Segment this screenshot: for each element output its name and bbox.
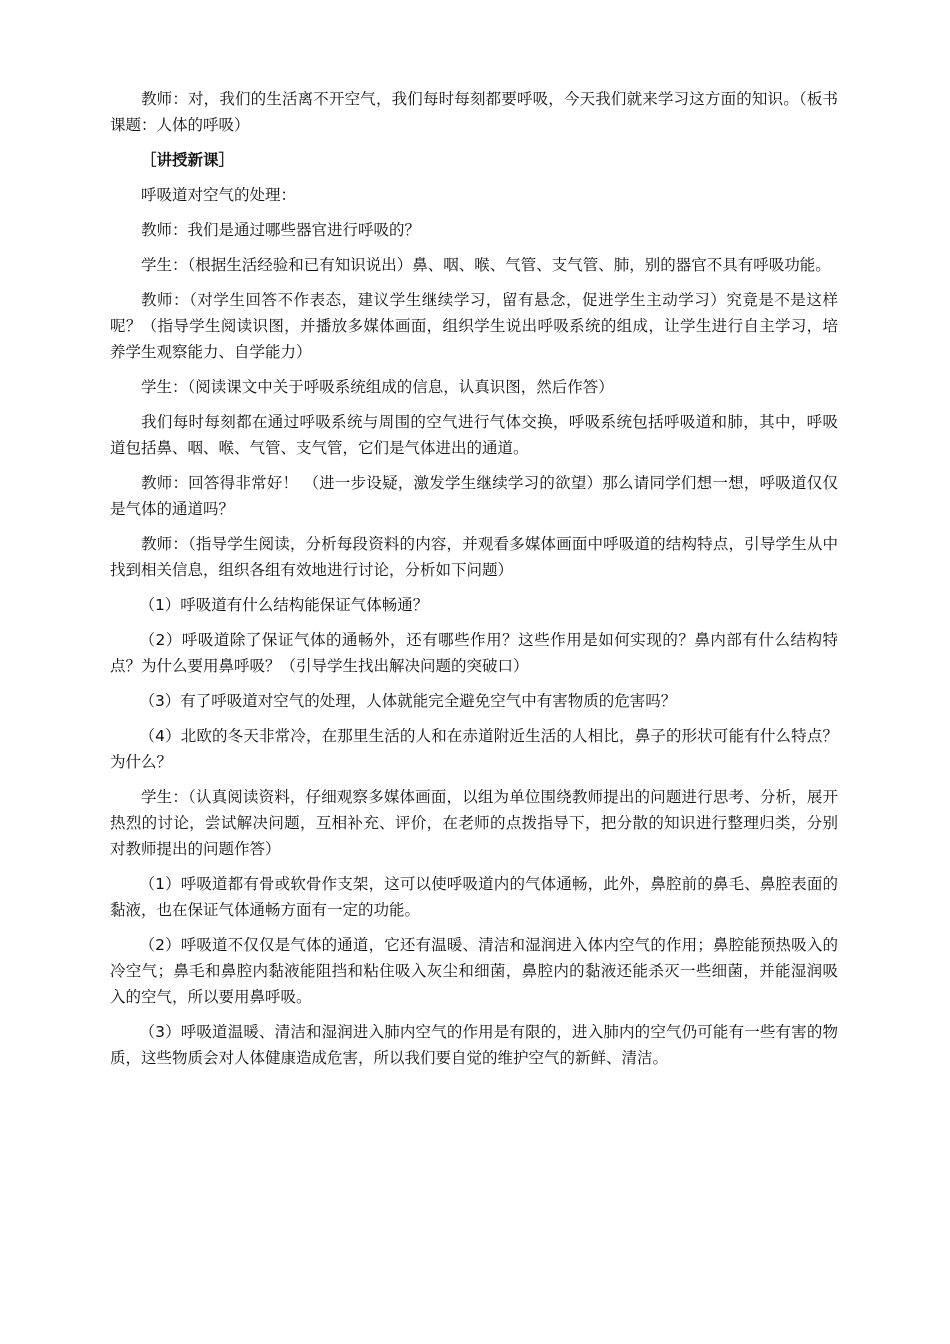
paragraph-teacher-question: 教师：我们是通过哪些器官进行呼吸的？: [141, 221, 421, 239]
question-item-2: （2）呼吸道除了保证气体的通畅外，还有哪些作用？这些作用是如何实现的？鼻内部有什么结构特点？为什么要用鼻呼吸？（引导学生找出解决问题的突破口）: [110, 631, 838, 675]
paragraph-respiratory-system: 我们每时每刻都在通过呼吸系统与周围的空气进行气体交换，呼吸系统包括呼吸道和肺，其中，呼吸道包括鼻、咽、喉、气管、支气管，它们是气体进出的通道。: [110, 413, 838, 457]
question-item-4: （4）北欧的冬天非常冷，在那里生活的人和在赤道附近生活的人相比，鼻子的形状可能有什么特点？为什么？: [110, 727, 838, 771]
paragraph-teacher-praise: 教师：回答得非常好！ （进一步设疑，激发学生继续学习的欲望）那么请同学们想一想，呼吸道仅仅是气体的通道吗？: [110, 474, 838, 518]
paragraph-topic: 呼吸道对空气的处理：: [141, 186, 297, 204]
paragraph-student-reading: 学生：（阅读课文中关于呼吸系统组成的信息，认真识图，然后作答）: [141, 378, 614, 396]
document-body: [110, 86, 838, 1080]
paragraph-teacher-guidance: 教师：（对学生回答不作表态，建议学生继续学习，留有悬念，促进学生主动学习）究竟是不是这样呢？（指导学生阅读识图，并播放多媒体画面，组织学生说出呼吸系统的组成，让学生进行自主学习，培养学生观察能力、自学能力）: [110, 291, 838, 361]
question-item-3: （3）有了呼吸道对空气的处理，人体就能完全避免空气中有害物质的危害吗？: [139, 692, 677, 710]
paragraph-student-answer: 学生：（根据生活经验和已有知识说出）鼻、咽、喉、气管、支气管、肺，别的器官不具有呼吸功能。: [141, 256, 831, 274]
paragraph-teacher-discussion: 教师：（指导学生阅读，分析每段资料的内容，并观看多媒体画面中呼吸道的结构特点，引导学生从中找到相关信息，组织各组有效地进行讨论，分析如下问题）: [110, 535, 838, 579]
answer-item-1: （1）呼吸道都有骨或软骨作支架，这可以使呼吸道内的气体通畅，此外，鼻腔前的鼻毛、鼻腔表面的黏液，也在保证气体通畅方面有一定的功能。: [110, 875, 838, 919]
answer-item-2: （2）呼吸道不仅仅是气体的通道，它还有温暖、清洁和湿润进入体内空气的作用；鼻腔能预热吸入的冷空气；鼻毛和鼻腔内黏液能阻挡和粘住吸入灰尘和细菌，鼻腔内的黏液还能杀灭一些细菌，并能湿润吸入的空气，所以要用鼻呼吸。: [110, 936, 838, 1006]
paragraph-student-discussion: 学生：（认真阅读资料，仔细观察多媒体画面，以组为单位围绕教师提出的问题进行思考、分析，展开热烈的讨论，尝试解决问题，互相补充、评价，在老师的点拨指导下，把分散的知识进行整理归类，分别对教师提出的问题作答）: [110, 788, 838, 858]
answer-item-3: （3）呼吸道温暖、清洁和湿润进入肺内空气的作用是有限的，进入肺内的空气仍可能有一些有害的物质，这些物质会对人体健康造成危害，所以我们要自觉的维护空气的新鲜、清洁。: [110, 1023, 838, 1067]
paragraph-teacher-intro: 教师：对，我们的生活离不开空气，我们每时每刻都要呼吸，今天我们就来学习这方面的知识。（板书课题：人体的呼吸）: [110, 90, 838, 134]
section-heading-new-lesson: ［讲授新课］: [141, 151, 235, 169]
question-item-1: （1）呼吸道有什么结构能保证气体畅通？: [139, 596, 429, 614]
